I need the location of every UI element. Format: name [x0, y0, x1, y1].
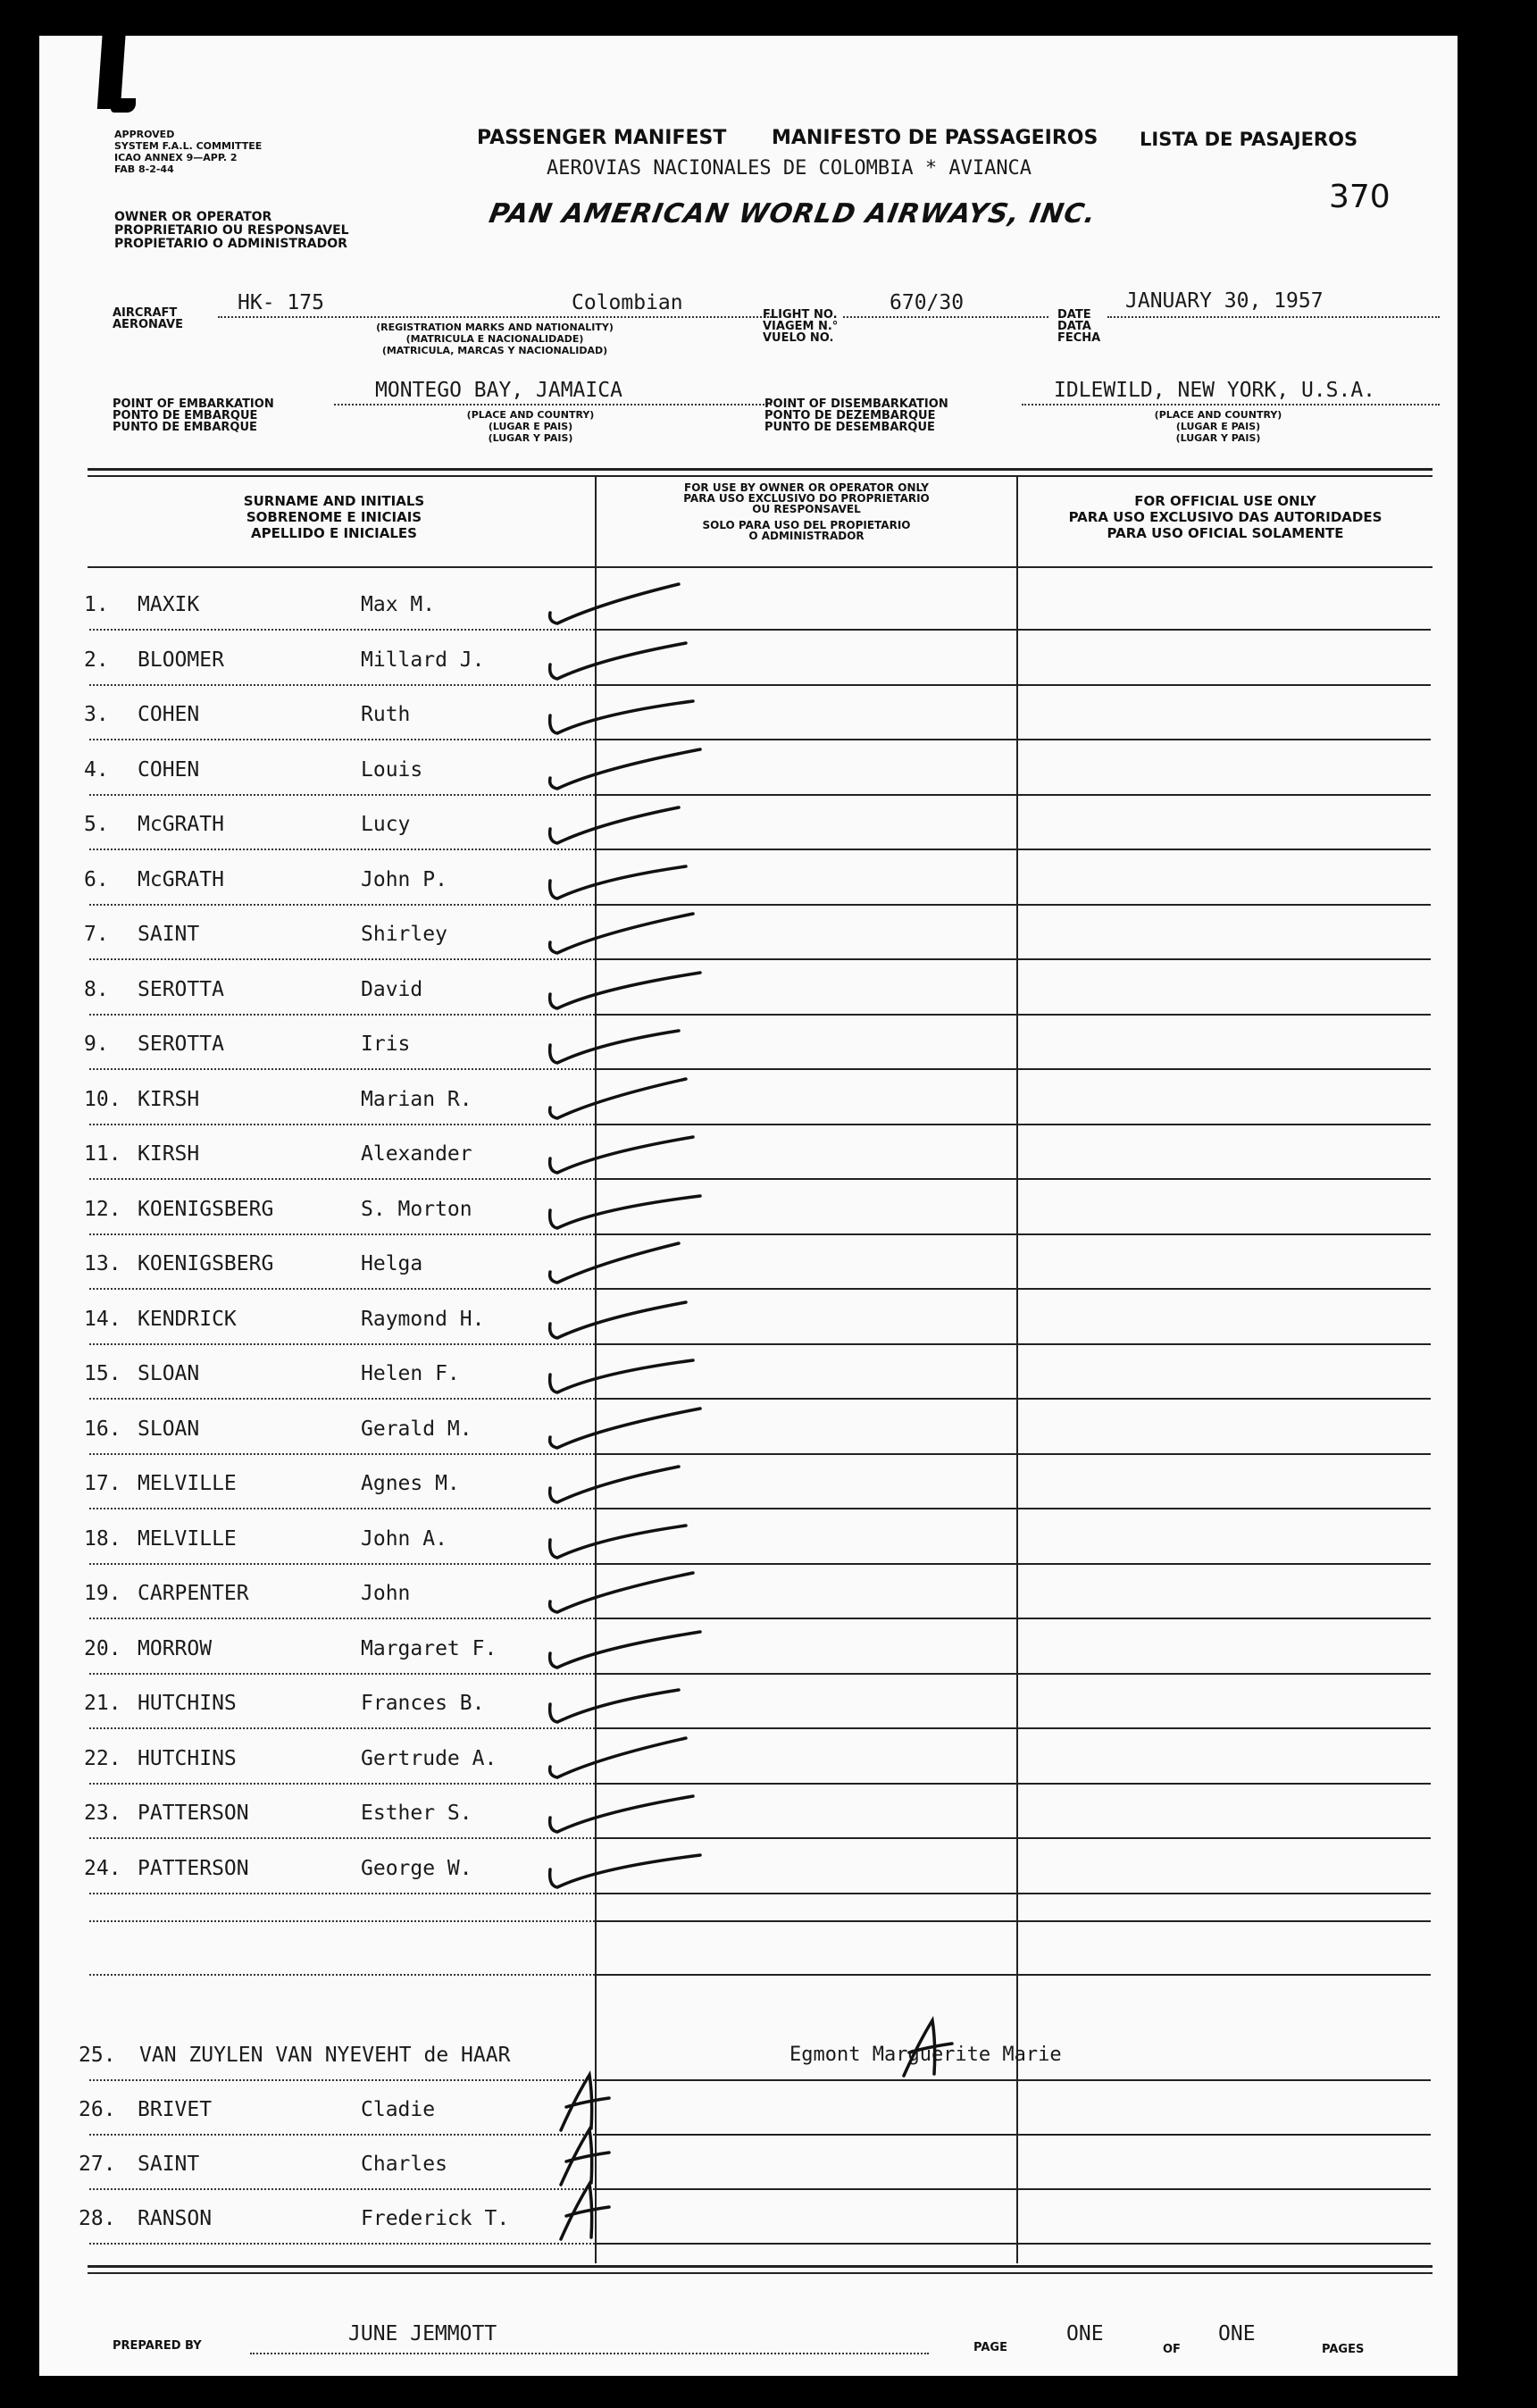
row-number: 21. — [84, 1692, 121, 1715]
embark-label — [113, 398, 274, 433]
row-rule-names — [89, 1014, 595, 1016]
manifest-page — [39, 36, 1458, 2376]
flight-value: 670/30 — [890, 291, 965, 314]
checkmark-icon — [545, 1182, 706, 1244]
date-line — [1107, 316, 1440, 318]
table-row — [39, 1736, 1433, 1781]
passenger-surname: SLOAN — [138, 1362, 200, 1385]
passenger-given-name: Frederick T. — [361, 2207, 510, 2230]
owner-label: OWNER OR OPERATOR — [114, 210, 272, 224]
passenger-given-name: Marian R. — [361, 1087, 472, 1111]
checkmark-icon — [545, 632, 706, 695]
passenger-surname: SLOAN — [138, 1417, 200, 1441]
checkmark-icon — [545, 742, 706, 805]
passenger-given-name: Lucy — [361, 813, 411, 836]
page-value: ONE — [1066, 2322, 1104, 2345]
of-label: OF — [1163, 2343, 1181, 2356]
row-rule-official — [1018, 904, 1431, 906]
passenger-given-name: Helga — [361, 1252, 423, 1275]
embark-label-line: POINT OF EMBARKATION — [113, 397, 274, 411]
passenger-surname: McGRATH — [138, 867, 224, 891]
row-rule-official — [1018, 1178, 1431, 1180]
passenger-surname: RANSON — [138, 2207, 213, 2230]
table-row — [39, 748, 1433, 792]
row-rule-official — [1018, 739, 1431, 740]
row-rule-official — [1018, 1920, 1431, 1922]
col-header-names — [129, 493, 539, 541]
table-row — [39, 692, 1433, 737]
passenger-surname: HUTCHINS — [138, 1692, 237, 1715]
table-row — [39, 857, 1433, 902]
passenger-surname: KIRSH — [138, 1087, 200, 1111]
place-caption-line: (LUGAR E PAIS) — [1175, 421, 1261, 432]
punch-mark-tail — [111, 98, 136, 113]
row-number: 6. — [84, 867, 109, 891]
date-value: JANUARY 30, 1957 — [1125, 289, 1324, 313]
row-rule-official — [1018, 1288, 1431, 1290]
approved-block — [114, 129, 262, 175]
col-header-line: FOR OFFICIAL USE ONLY — [1134, 493, 1316, 509]
col-header-line: PARA USO OFICIAL SOLAMENTE — [1107, 525, 1344, 541]
row-rule-names — [89, 2243, 595, 2245]
letter-a-mark-icon — [897, 2017, 1057, 2079]
passenger-given-name: Raymond H. — [361, 1307, 485, 1331]
col-header-line: APELLIDO E INICIALES — [251, 525, 417, 541]
table-row — [39, 1791, 1433, 1835]
table-row — [39, 1242, 1433, 1286]
approved-line: SYSTEM F.A.L. COMMITTEE — [114, 140, 263, 152]
prepared-value: JUNE JEMMOTT — [348, 2322, 497, 2345]
row-rule-names — [89, 2134, 595, 2136]
row-number: 4. — [84, 757, 109, 782]
row-number: 22. — [84, 1746, 121, 1770]
checkmark-icon — [545, 1072, 706, 1134]
passenger-given-name: Esther S. — [361, 1802, 472, 1825]
checkmark-icon — [545, 1785, 706, 1848]
page-stamp-number: 370 — [1329, 179, 1391, 215]
row-number: 12. — [84, 1197, 121, 1221]
checkmark-icon — [545, 1511, 706, 1574]
col-header-owner — [598, 482, 1015, 541]
letter-a-mark-icon — [554, 2180, 714, 2243]
checkmark-icon — [545, 1621, 706, 1684]
passenger-given-name: John — [361, 1582, 411, 1605]
table-row — [39, 1461, 1433, 1506]
prepared-label: PREPARED BY — [113, 2339, 202, 2353]
row-rule-official — [1018, 849, 1431, 850]
letter-a-mark-icon — [554, 2071, 714, 2134]
row-rule-names — [89, 629, 595, 631]
embark-label-line: PUNTO DE EMBARQUE — [113, 421, 257, 434]
passenger-given-name: Charles — [361, 2153, 447, 2176]
row-rule-official — [1018, 1068, 1431, 1070]
passenger-given-name: Louis — [361, 757, 423, 782]
row-rule-official — [1018, 1618, 1431, 1619]
owner-label-block — [114, 211, 349, 251]
row-number: 7. — [84, 923, 109, 946]
passenger-given-name: Frances B. — [361, 1692, 485, 1715]
prepared-line — [250, 2353, 929, 2354]
disembark-label-line: PUNTO DE DESEMBARQUE — [764, 421, 935, 434]
row-rule-names — [89, 1673, 595, 1675]
checkmark-icon — [545, 1401, 706, 1464]
table-top-rule — [88, 468, 1433, 471]
title-pt: MANIFESTO DE PASSAGEIROS — [772, 127, 1098, 149]
passenger-surname: HUTCHINS — [138, 1746, 237, 1770]
flight-line — [843, 316, 1048, 318]
passenger-surname: BRIVET — [138, 2098, 213, 2121]
row-number: 23. — [84, 1802, 121, 1825]
table-row — [39, 1571, 1433, 1616]
row-rule-names — [89, 1837, 595, 1839]
row-rule-names — [89, 794, 595, 796]
aircraft-label — [113, 307, 183, 330]
row-number: 18. — [84, 1526, 121, 1551]
row-rule-official — [1018, 1783, 1431, 1785]
nationality-value: Colombian — [572, 291, 683, 314]
table-row — [39, 2142, 1433, 2186]
table-row — [39, 912, 1433, 957]
owner-label: PROPRIETARIO OU RESPONSAVEL — [114, 223, 349, 238]
passenger-surname: VAN ZUYLEN VAN NYEVEHT de HAAR — [139, 2044, 511, 2067]
pages-value: ONE — [1218, 2322, 1256, 2345]
flight-label-line: FLIGHT NO. — [763, 308, 838, 322]
table-row — [39, 1351, 1433, 1396]
passenger-surname: KIRSH — [138, 1142, 200, 1166]
row-rule-official — [1018, 1893, 1431, 1894]
passenger-surname: SAINT — [138, 2153, 200, 2176]
row-rule-names — [89, 739, 595, 740]
checkmark-icon — [545, 962, 706, 1024]
passenger-given-name: S. Morton — [361, 1197, 472, 1221]
checkmark-icon — [545, 1841, 706, 1903]
disembark-label-line: POINT OF DISEMBARKATION — [764, 397, 948, 411]
passenger-surname: SEROTTA — [138, 977, 224, 1001]
disembark-value: IDLEWILD, NEW YORK, U.S.A. — [1054, 379, 1376, 402]
passenger-surname: MELVILLE — [138, 1526, 237, 1551]
row-number: 5. — [84, 813, 109, 836]
col-header-line: O ADMINISTRADOR — [748, 530, 865, 542]
aircraft-line — [218, 316, 772, 318]
disembark-caption — [1102, 409, 1334, 444]
row-rule-official — [1018, 629, 1431, 631]
table-top-rule-2 — [88, 475, 1433, 477]
table-row — [39, 2087, 1433, 2132]
row-rule-names — [89, 1178, 595, 1180]
table-row — [39, 1077, 1433, 1122]
row-rule-owner — [597, 2243, 1016, 2245]
passenger-surname: McGRATH — [138, 813, 224, 836]
row-number: 11. — [84, 1142, 121, 1166]
row-rule-official — [1018, 1014, 1431, 1016]
checkmark-icon — [545, 1731, 706, 1793]
row-number: 25. — [79, 2044, 116, 2067]
checkmark-icon — [545, 852, 706, 915]
passenger-surname: KOENIGSBERG — [138, 1252, 274, 1275]
table-row — [39, 638, 1433, 682]
row-rule-names — [89, 684, 595, 686]
checkmark-icon — [545, 1292, 706, 1354]
row-rule-official — [1018, 2134, 1431, 2136]
row-rule-names — [89, 1288, 595, 1290]
passenger-given-name: Iris — [361, 1033, 411, 1056]
row-number: 16. — [84, 1417, 121, 1441]
row-number: 8. — [84, 977, 109, 1001]
row-number: 27. — [79, 2153, 116, 2176]
col-header-line: SOBRENOME E INICIAIS — [246, 509, 422, 525]
checkmark-icon — [545, 1456, 706, 1518]
row-number: 2. — [84, 648, 109, 672]
row-number: 13. — [84, 1252, 121, 1275]
aircraft-label-line: AERONAVE — [113, 318, 184, 331]
col-header-line: PARA USO EXCLUSIVO DAS AUTORIDADES — [1068, 509, 1382, 525]
row-number: 15. — [84, 1362, 121, 1385]
row-rule-names — [89, 1727, 595, 1729]
passenger-surname: PATTERSON — [138, 1856, 249, 1880]
approved-line: FAB 8-2-44 — [114, 163, 174, 175]
owner-label: PROPIETARIO O ADMINISTRADOR — [114, 237, 347, 251]
approved-line: ICAO ANNEX 9—APP. 2 — [114, 152, 238, 163]
table-row — [39, 2196, 1433, 2241]
row-number: 10. — [84, 1087, 121, 1111]
passenger-given-name: Alexander — [361, 1142, 472, 1166]
operator-printed: PAN AMERICAN WORLD AIRWAYS, INC. — [486, 198, 1098, 230]
row-number: 19. — [84, 1582, 121, 1605]
row-number: 3. — [84, 703, 109, 726]
passenger-surname: MORROW — [138, 1636, 213, 1660]
table-row — [39, 2033, 1433, 2078]
place-caption-line: (LUGAR E PAIS) — [488, 421, 573, 432]
disembark-label — [764, 398, 948, 433]
col-header-line: SOLO PARA USO DEL PROPIETARIO — [702, 519, 911, 531]
passenger-surname: COHEN — [138, 757, 200, 782]
row-rule-owner — [597, 1974, 1016, 1976]
checkmark-icon — [545, 1236, 706, 1299]
row-rule-names — [89, 1563, 595, 1565]
passenger-given-name: Gertrude A. — [361, 1746, 497, 1770]
table-row — [39, 1517, 1433, 1561]
row-rule-official — [1018, 1673, 1431, 1675]
row-number: 20. — [84, 1636, 121, 1660]
date-label-line: FECHA — [1057, 331, 1101, 345]
row-rule-names — [89, 1508, 595, 1509]
row-number: 24. — [84, 1856, 121, 1880]
row-rule-official — [1018, 958, 1431, 960]
passenger-given-name: Egmont Marguerite Marie — [789, 2044, 1062, 2066]
flight-label-line: VUELO NO. — [763, 331, 834, 345]
registration-caption — [307, 322, 682, 356]
checkmark-icon — [545, 687, 706, 749]
embark-caption — [414, 409, 647, 444]
page-label: PAGE — [973, 2341, 1007, 2354]
row-rule-official — [1018, 1727, 1431, 1729]
operator-typed: AEROVIAS NACIONALES DE COLOMBIA * AVIANCA — [547, 157, 1032, 180]
row-rule-names — [89, 1343, 595, 1345]
row-rule-names — [89, 958, 595, 960]
table-row — [39, 967, 1433, 1012]
embark-value: MONTEGO BAY, JAMAICA — [375, 379, 622, 402]
row-rule-owner — [597, 1920, 1016, 1922]
passenger-given-name: Max M. — [361, 593, 436, 616]
passenger-surname: BLOOMER — [138, 648, 224, 672]
flight-label — [763, 309, 838, 344]
col-header-official — [1020, 493, 1431, 541]
row-rule-names — [89, 1453, 595, 1455]
col-header-line: SURNAME AND INITIALS — [243, 493, 425, 509]
passenger-surname: CARPENTER — [138, 1582, 249, 1605]
table-row — [39, 1407, 1433, 1451]
passenger-surname: SAINT — [138, 923, 200, 946]
row-rule-official — [1018, 2079, 1431, 2081]
row-rule-names — [89, 1893, 595, 1894]
flight-label-line: VIAGEM N.° — [763, 320, 839, 333]
col-header-line: PARA USO EXCLUSIVO DO PROPRIETARIO — [683, 492, 930, 505]
row-rule-names — [89, 1920, 595, 1922]
row-rule-names — [89, 849, 595, 850]
letter-a-mark-icon — [554, 2126, 714, 2188]
table-row — [39, 1846, 1433, 1891]
row-rule-names — [89, 1398, 595, 1400]
row-rule-names — [89, 2188, 595, 2190]
passenger-given-name: Cladie — [361, 2098, 436, 2121]
registration-caption-line: (REGISTRATION MARKS AND NATIONALITY) — [376, 322, 614, 333]
header-bottom-rule — [88, 566, 1433, 568]
row-rule-names — [89, 1974, 595, 1976]
row-number: 1. — [84, 593, 109, 616]
row-rule-names — [89, 1068, 595, 1070]
passenger-surname: KENDRICK — [138, 1307, 237, 1331]
row-rule-official — [1018, 1508, 1431, 1509]
row-number: 28. — [79, 2207, 116, 2230]
checkmark-icon — [545, 577, 706, 640]
passenger-surname: COHEN — [138, 703, 200, 726]
passenger-given-name: Margaret F. — [361, 1636, 497, 1660]
col-header-line: FOR USE BY OWNER OR OPERATOR ONLY — [684, 481, 929, 494]
row-number: 17. — [84, 1472, 121, 1495]
checkmark-icon — [545, 1566, 706, 1628]
registration-caption-line: (MATRICULA, MARCAS Y NACIONALIDAD) — [381, 345, 608, 356]
table-row — [39, 582, 1433, 627]
checkmark-icon — [545, 907, 706, 969]
passenger-surname: MELVILLE — [138, 1472, 237, 1495]
passenger-given-name: George W. — [361, 1856, 472, 1880]
row-rule-names — [89, 1618, 595, 1619]
table-row — [39, 1187, 1433, 1232]
row-rule-names — [89, 1124, 595, 1125]
table-row — [39, 1681, 1433, 1726]
row-rule-names — [89, 904, 595, 906]
checkmark-icon — [545, 1016, 706, 1079]
passenger-given-name: Ruth — [361, 703, 411, 726]
passenger-given-name: Shirley — [361, 923, 447, 946]
passenger-surname: KOENIGSBERG — [138, 1197, 274, 1221]
aircraft-label-line: AIRCRAFT — [113, 306, 178, 320]
place-caption-line: (LUGAR Y PAIS) — [1175, 432, 1261, 444]
row-rule-official — [1018, 1343, 1431, 1345]
passenger-given-name: Helen F. — [361, 1362, 460, 1385]
aircraft-value: HK- 175 — [238, 291, 324, 314]
date-label-line: DATA — [1057, 320, 1091, 333]
row-rule-official — [1018, 684, 1431, 686]
row-rule-official — [1018, 1974, 1431, 1976]
passenger-surname: PATTERSON — [138, 1802, 249, 1825]
row-rule-names — [89, 1233, 595, 1235]
title-en: PASSENGER MANIFEST — [477, 127, 727, 149]
table-row — [39, 1297, 1433, 1342]
checkmark-icon — [545, 1676, 706, 1738]
checkmark-icon — [545, 1126, 706, 1189]
place-caption-line: (LUGAR Y PAIS) — [488, 432, 573, 444]
date-label — [1057, 309, 1100, 344]
pages-label: PAGES — [1322, 2343, 1365, 2356]
disembark-line — [1022, 404, 1440, 406]
row-rule-official — [1018, 2243, 1431, 2245]
embark-line — [334, 404, 772, 406]
passenger-given-name: Millard J. — [361, 648, 485, 672]
row-rule-official — [1018, 1233, 1431, 1235]
date-label-line: DATE — [1057, 308, 1091, 322]
passenger-given-name: David — [361, 977, 423, 1001]
table-row — [39, 1132, 1433, 1176]
row-rule-names — [89, 2079, 595, 2081]
passenger-surname: SEROTTA — [138, 1033, 224, 1056]
row-rule-official — [1018, 1398, 1431, 1400]
row-number: 26. — [79, 2098, 116, 2121]
table-bottom-rule-2 — [88, 2272, 1433, 2274]
registration-caption-line: (MATRICULA E NACIONALIDADE) — [405, 333, 584, 345]
row-rule-official — [1018, 1124, 1431, 1125]
passenger-given-name: Gerald M. — [361, 1417, 472, 1441]
table-bottom-rule — [88, 2265, 1433, 2268]
title-es: LISTA DE PASAJEROS — [1140, 129, 1358, 150]
row-rule-official — [1018, 1837, 1431, 1839]
approved-line: APPROVED — [114, 129, 175, 140]
table-row — [39, 1626, 1433, 1671]
row-rule-names — [89, 1783, 595, 1785]
passenger-given-name: John A. — [361, 1526, 447, 1551]
col-header-line: OU RESPONSAVEL — [752, 503, 861, 515]
table-row — [39, 1022, 1433, 1066]
disembark-label-line: PONTO DE DEZEMBARQUE — [764, 409, 936, 422]
place-caption-line: (PLACE AND COUNTRY) — [466, 409, 595, 421]
passenger-surname: MAXIK — [138, 593, 200, 616]
place-caption-line: (PLACE AND COUNTRY) — [1154, 409, 1282, 421]
passenger-given-name: John P. — [361, 867, 447, 891]
row-rule-official — [1018, 794, 1431, 796]
checkmark-icon — [545, 1346, 706, 1409]
row-rule-official — [1018, 1563, 1431, 1565]
passenger-given-name: Agnes M. — [361, 1472, 460, 1495]
row-number: 9. — [84, 1033, 109, 1056]
embark-label-line: PONTO DE EMBARQUE — [113, 409, 258, 422]
table-row — [39, 802, 1433, 847]
row-rule-official — [1018, 1453, 1431, 1455]
row-rule-official — [1018, 2188, 1431, 2190]
checkmark-icon — [545, 797, 706, 859]
row-number: 14. — [84, 1307, 121, 1331]
